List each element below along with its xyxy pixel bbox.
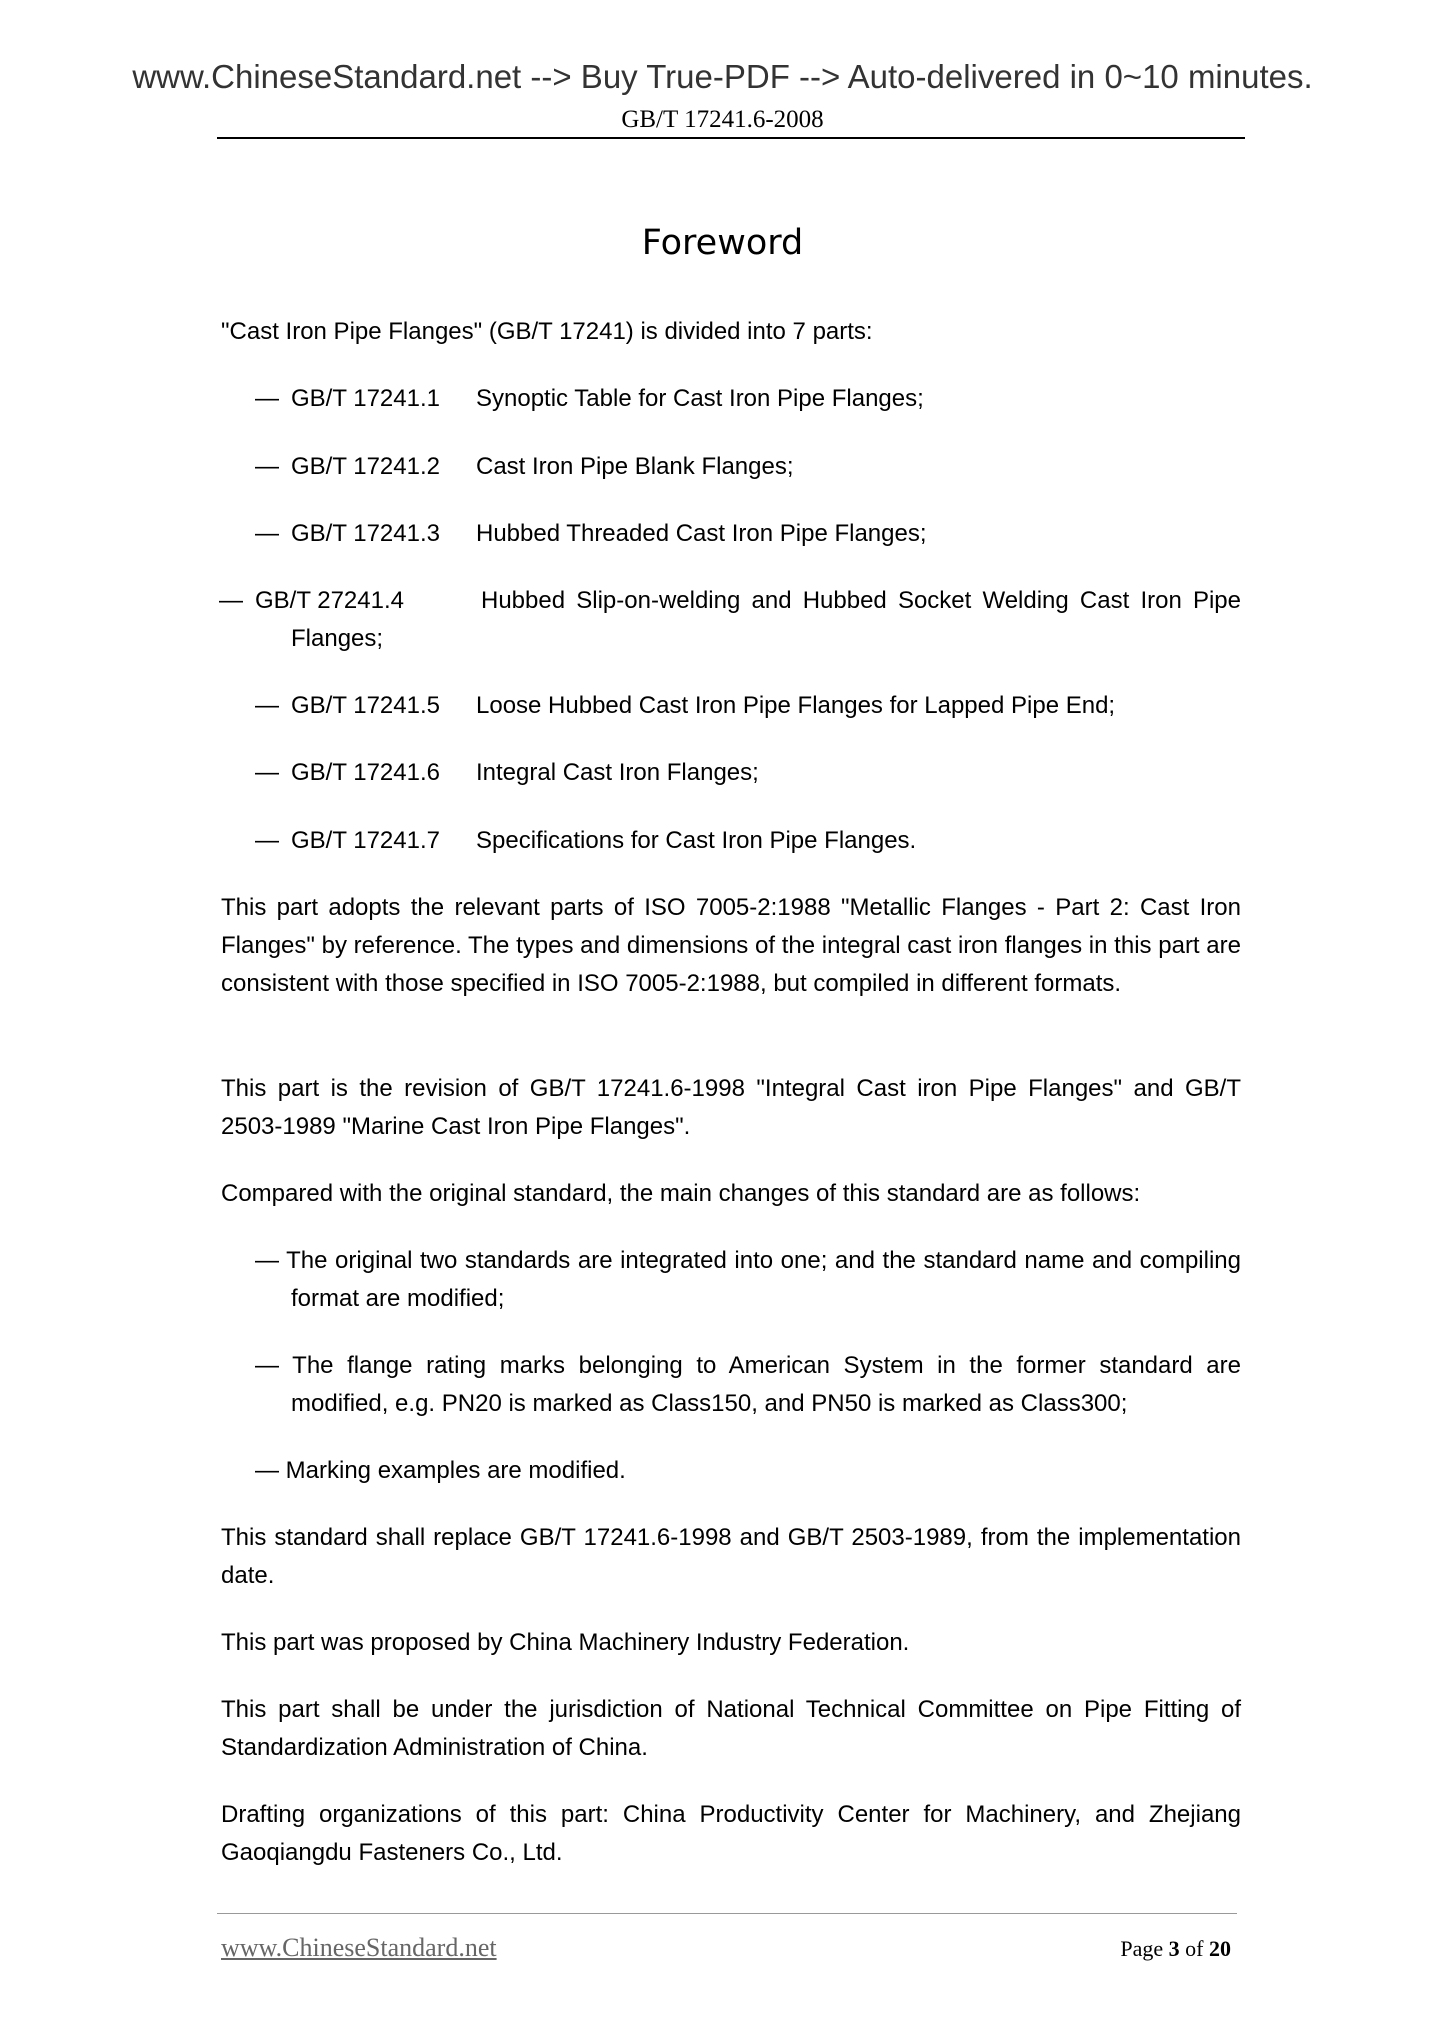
page-title: Foreword [641, 223, 804, 263]
dash: — [255, 827, 279, 854]
part-list-item [255, 380, 1241, 418]
dash: — [255, 453, 279, 480]
part-list-item [255, 754, 1241, 792]
part-code: GB/T 17241.3 [291, 520, 440, 547]
proposed-paragraph: This part was proposed by China Machinery Industry Federation. [221, 1629, 910, 1656]
page-of: of [1185, 1936, 1204, 1961]
part-list-item [255, 687, 1241, 725]
dash: — [255, 520, 279, 547]
footer-divider [217, 1913, 1237, 1914]
header-divider [217, 137, 1245, 139]
part-title: Loose Hubbed Cast Iron Pipe Flanges for Lapped Pipe End; [476, 692, 1116, 719]
dash: — [219, 587, 243, 614]
changes-intro-paragraph: Compared with the original standard, the main changes of this standard are as follows: [221, 1180, 1141, 1207]
part-list-item [219, 582, 1241, 658]
drafting-paragraph: Drafting organizations of this part: China Productivity Center for Machinery, and Zhejiang Gaoqiangdu Fasteners Co., Ltd. [221, 1801, 1241, 1866]
revision-paragraph: This part is the revision of GB/T 17241.6-1998 "Integral Cast iron Pipe Flanges" and GB/T 2503-1989 "Marine Cast Iron Pipe Flanges". [221, 1075, 1241, 1140]
change-list-item: — Marking examples are modified. [255, 1457, 626, 1484]
part-code: GB/T 17241.7 [291, 827, 440, 854]
change-list-item: — The original two standards are integrated into one; and the standard name and compiling format are modified; [255, 1247, 1241, 1312]
part-title: Hubbed Threaded Cast Iron Pipe Flanges; [476, 520, 927, 547]
footer-site-link[interactable]: www.ChineseStandard.net [221, 1933, 497, 1962]
dash: — [255, 385, 279, 412]
page-word: Page [1120, 1936, 1164, 1961]
part-code: GB/T 17241.5 [291, 692, 440, 719]
part-title: Synoptic Table for Cast Iron Pipe Flanges; [476, 385, 924, 412]
part-title: Integral Cast Iron Flanges; [476, 759, 759, 786]
jurisdiction-paragraph: This part shall be under the jurisdiction of National Technical Committee on Pipe Fitting of Standardization Administration of China. [221, 1696, 1241, 1761]
part-code: GB/T 17241.2 [291, 453, 440, 480]
dash: — [255, 692, 279, 719]
part-list-item [255, 515, 1241, 553]
part-code: GB/T 17241.1 [291, 385, 440, 412]
part-code: GB/T 27241.4 [255, 587, 404, 614]
dash: — [255, 759, 279, 786]
change-list-item: — The flange rating marks belonging to American System in the former standard are modified, e.g. PN20 is marked as Class150, and PN50 is marked as Class300; [255, 1352, 1241, 1417]
part-list-item [255, 822, 1241, 860]
part-code: GB/T 17241.6 [291, 759, 440, 786]
replace-paragraph: This standard shall replace GB/T 17241.6-1998 and GB/T 2503-1989, from the implementation date. [221, 1524, 1241, 1589]
part-title: Hubbed Slip-on-welding and Hubbed Socket Welding Cast Iron Pipe Flanges; [291, 587, 1241, 652]
page-current: 3 [1168, 1936, 1180, 1961]
intro-paragraph: "Cast Iron Pipe Flanges" (GB/T 17241) is divided into 7 parts: [221, 318, 873, 345]
part-title: Specifications for Cast Iron Pipe Flanges. [476, 827, 917, 854]
header-banner[interactable]: www.ChineseStandard.net --> Buy True-PDF --> Auto-delivered in 0~10 minutes. [132, 58, 1313, 95]
page-total: 20 [1209, 1936, 1231, 1961]
part-title: Cast Iron Pipe Blank Flanges; [476, 453, 794, 480]
page-number [1000, 1934, 1231, 1964]
standard-number: GB/T 17241.6-2008 [621, 106, 824, 133]
part-list-item [255, 448, 1241, 486]
adoption-paragraph: This part adopts the relevant parts of ISO 7005-2:1988 "Metallic Flanges - Part 2: Cast Iron Flanges" by reference. The types and dimensions of the integral cast iron flanges in this part are consistent with those specified in ISO 7005-2:1988, but compiled in different formats. [221, 894, 1241, 997]
